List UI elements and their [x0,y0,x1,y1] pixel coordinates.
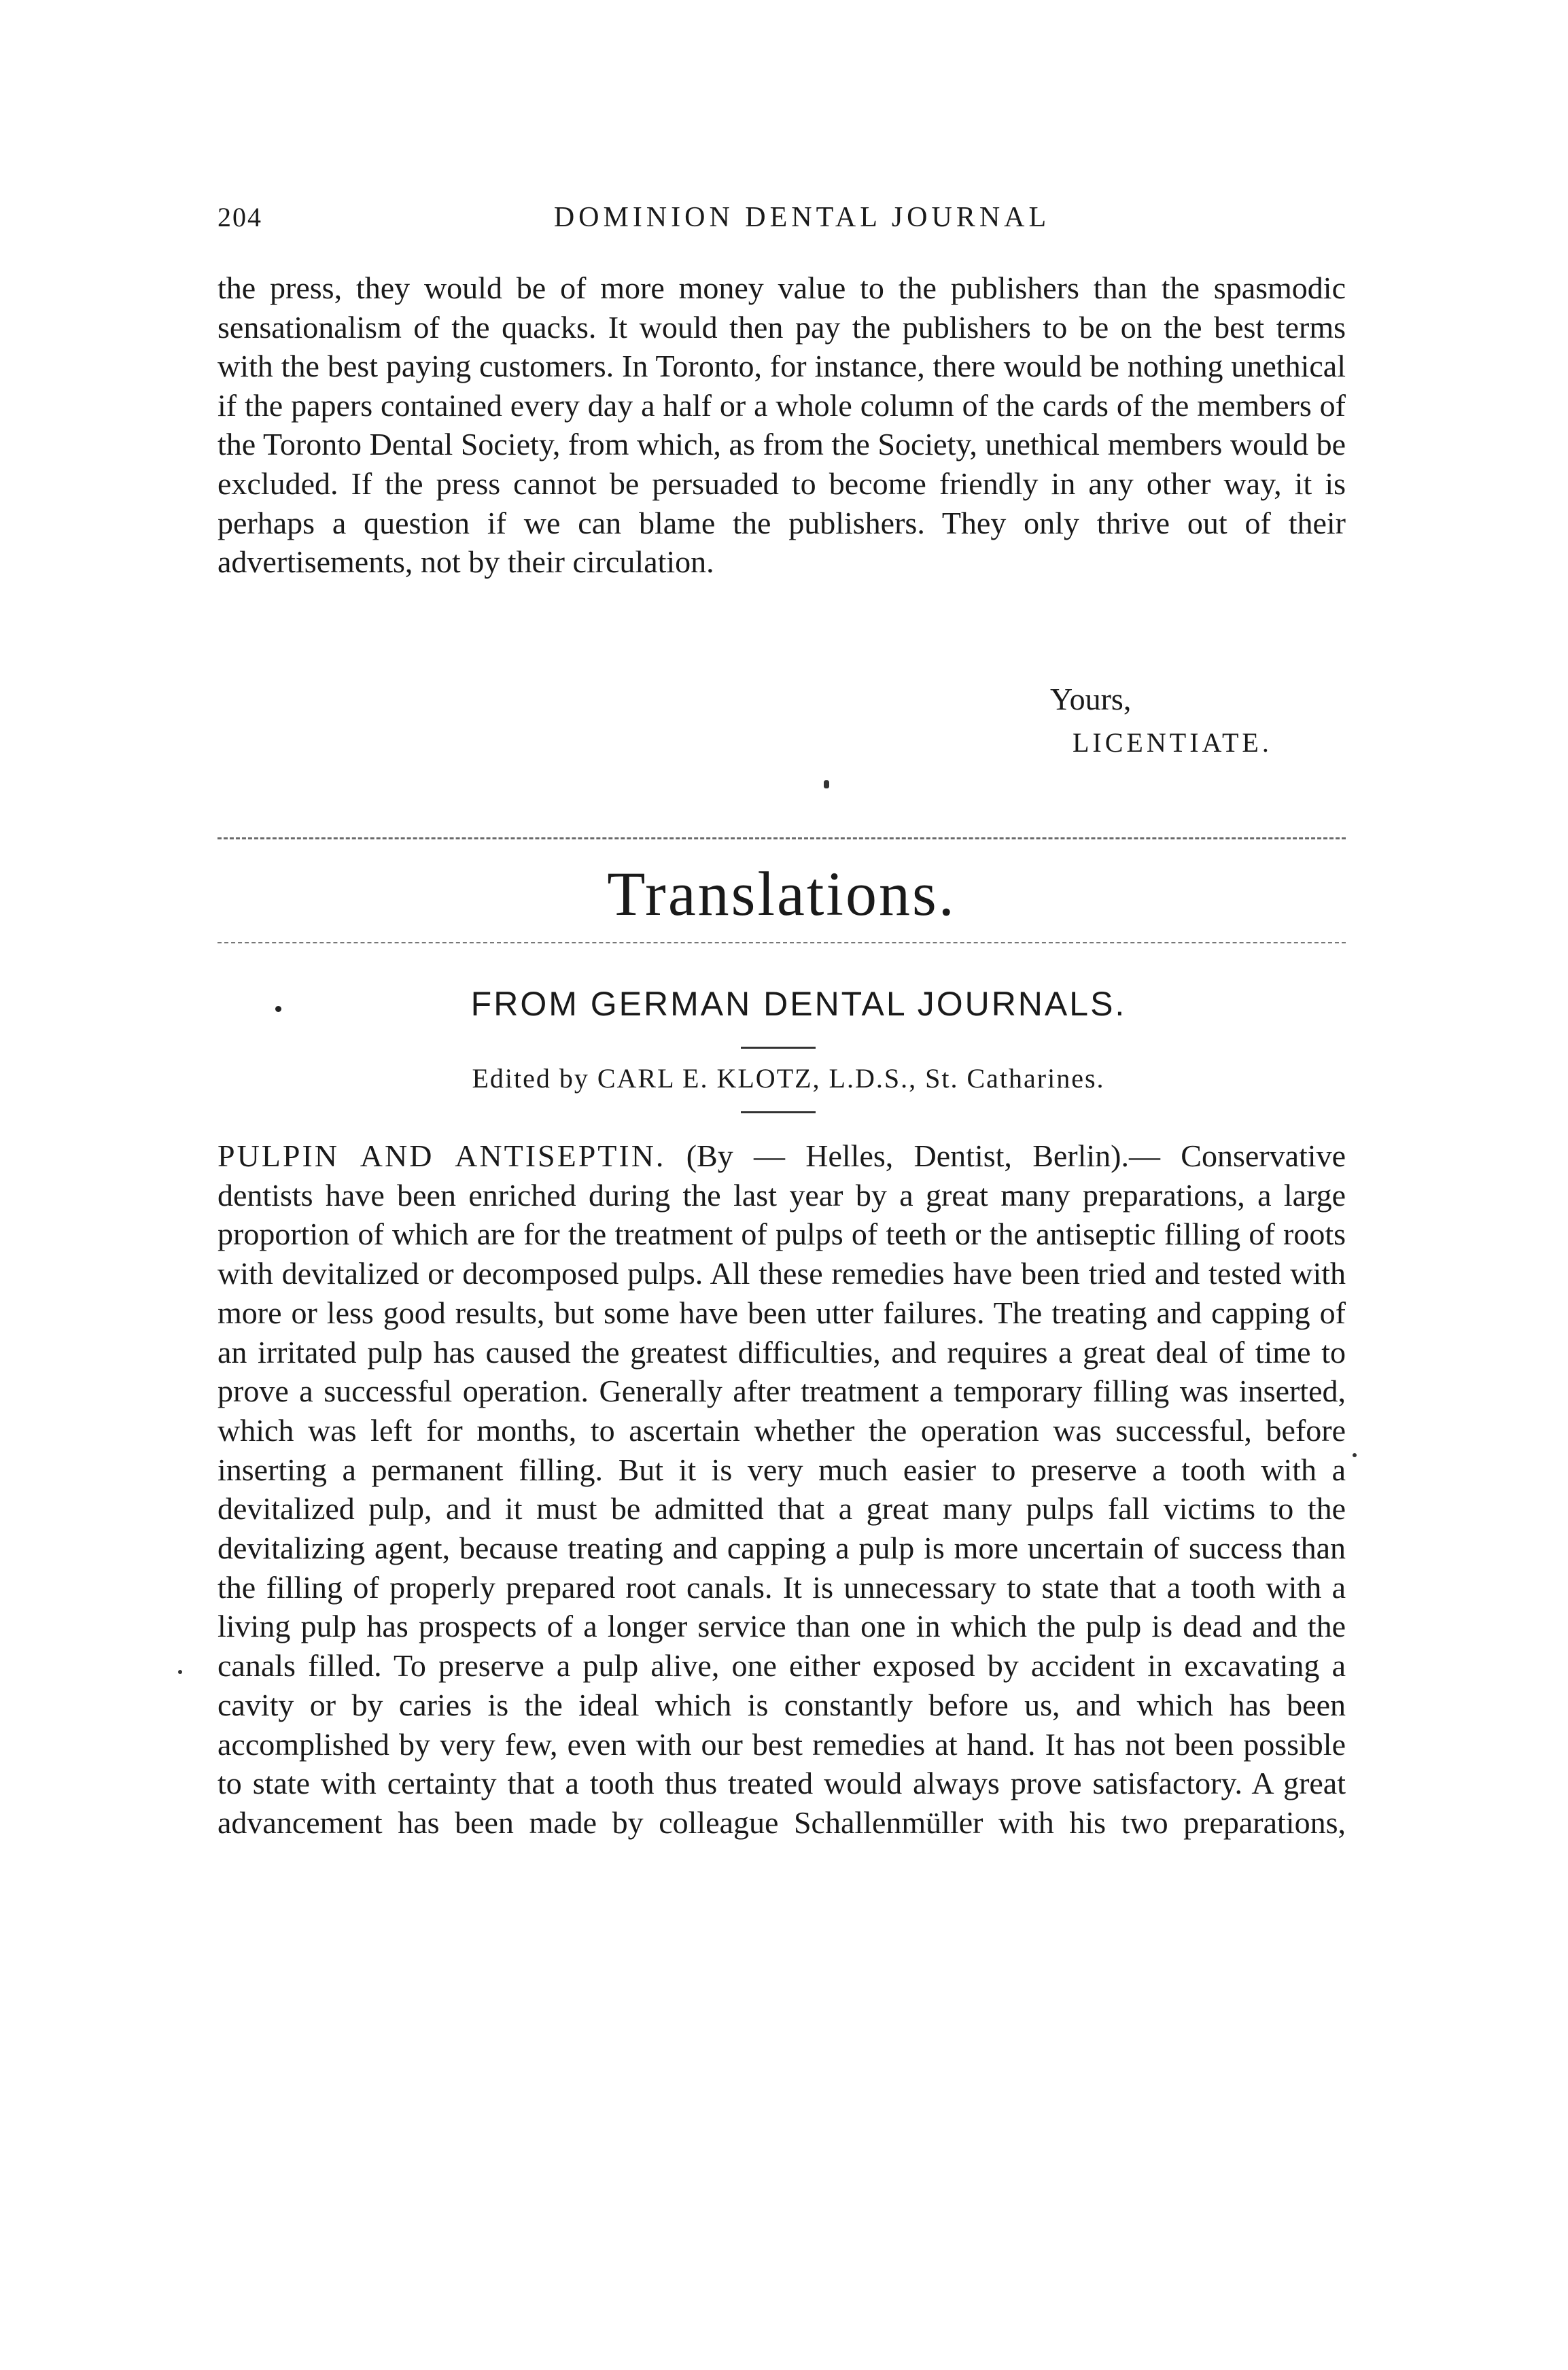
letter-signature: LICENTIATE. [1073,727,1272,758]
divider-short-bottom [741,1111,816,1113]
editor-credit: Edited by CARL E. KLOTZ, L.D.S., St. Catharines. [472,1063,1105,1094]
running-head [217,201,1346,249]
subsection-title: FROM GERMAN DENTAL JOURNALS. [470,985,1127,1023]
letter-body: the press, they would be of more money value to the publishers than the spasmodic sensationalism of the quacks. It would then pay the publishers to be on the best terms with the best paying customers. In Toronto, for instance, there would be nothing unethical if the papers contained every day a half or a whole column of the cards of the members of the Toronto Dental Society, from which, as from the Society, unethical members would be excluded. If the press cannot be persuaded to become friendly in any other way, it is perhaps a question if we can blame the publishers. They only thrive out of their advertisements, not by their circulation. [217,271,1346,580]
stray-mark [824,780,829,788]
journal-title: DOMINION DENTAL JOURNAL [553,202,1051,233]
margin-mark [178,1670,182,1674]
letter-closing: Yours, [1050,682,1132,716]
section-rule-top [217,837,1346,839]
article-body: Conservative dentists have been enriched during the last year by a great many preparations, a large proportion of which are for the treatment of pulps of teeth or the antiseptic filling of roots with devitalized or decomposed pulps. All these remedies have been tried and tested with more or less good results, but some have been utter failures. The treating and capping of an irritated pulp has caused the greatest difficulties, and requires a great deal of time to prove a successful operation. Generally after treatment a temporary filling was inserted, which was left for months, to ascertain whether the operation was successful, before inserting a permanent filling. But it is very much easier to preserve a tooth with a devitalized pulp, and it must be admitted that a great many pulps fall victims to the devitalizing agent, because treating and capping a pulp is more uncertain of success than the filling of properly prepared root canals. It is unnecessary to state that a tooth with a living pulp has prospects of a longer service than one in which the pulp is dead and the canals filled. To preserve a pulp alive, one either exposed by accident in excavating a cavity or by caries is the ideal which is constantly before us, and which has been accomplished by very few, even with our best remedies at hand. It has not been possible to state with certainty that a tooth thus treated would always prove satisfactory. A great advancement has been made by colleague Schallenmüller with his two preparations, [217,1138,1346,1840]
article-byline: (By — Helles, Dentist, Berlin).— [686,1138,1160,1173]
page-number: 204 [217,202,262,232]
section-title: Translations. [607,859,956,928]
article-paragraph [217,1136,1346,1843]
article-heading: PULPIN AND ANTISEPTIN. [217,1138,666,1173]
section-rule-bottom [217,942,1346,943]
divider-short-top [741,1047,816,1049]
margin-mark [1353,1453,1357,1457]
